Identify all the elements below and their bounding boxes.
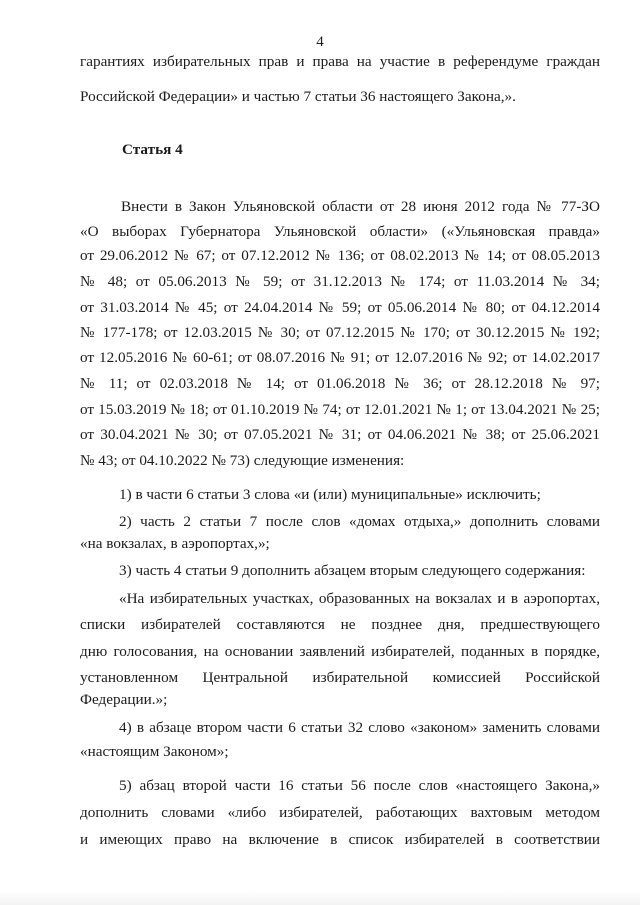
text-line: № 11; от 02.03.2018 № 14; от 01.06.2018 № 36; от 28.12.2018 № 97; <box>80 375 600 392</box>
text-line: от 31.03.2014 № 45; от 24.04.2014 № 59; от 05.06.2014 № 80; от 04.12.2014 <box>80 299 600 316</box>
text-line: от 15.03.2019 № 18; от 01.10.2019 № 74; от 12.01.2021 № 1; от 13.04.2021 № 25; <box>80 401 600 418</box>
page-number: 4 <box>316 34 324 50</box>
text-line: № 48; от 05.06.2013 № 59; от 31.12.2013 № 174; от 11.03.2014 № 34; <box>80 273 600 290</box>
text-line: № 177-178; от 12.03.2015 № 30; от 07.12.2015 № 170; от 30.12.2015 № 192; <box>80 324 600 341</box>
quote-line: «На избирательных участках, образованных на вокзалах и в аэропортах, <box>119 590 600 607</box>
list-item-3: 3) часть 4 статьи 9 дополнить абзацем вторым следующего содержания: <box>119 562 586 579</box>
text-line: Российской Федерации» и частью 7 статьи 36 настоящего Закона,». <box>80 88 516 105</box>
text-line: «О выборах Губернатора Ульяновской области» («Ульяновская правда» <box>80 223 600 240</box>
list-item-1: 1) в части 6 статьи 3 слова «и (или) муниципальные» исключить; <box>119 486 541 503</box>
quote-line: списки избирателей составляются не позднее дня, предшествующего <box>80 616 600 633</box>
text-line: «на вокзалах, в аэропортах,»; <box>80 535 270 552</box>
article-heading: Статья 4 <box>122 141 183 158</box>
text-line: от 29.06.2012 № 67; от 07.12.2012 № 136; от 08.02.2013 № 14; от 08.05.2013 <box>80 247 600 264</box>
text-line: от 12.05.2016 № 60-61; от 08.07.2016 № 91; от 12.07.2016 № 92; от 14.02.2017 <box>80 349 600 366</box>
text-line: Внести в Закон Ульяновской области от 28 июня 2012 года № 77-ЗО <box>121 198 600 215</box>
quote-line: Федерации.»; <box>80 691 168 708</box>
text-line: дополнить словами «либо избирателей, работающих вахтовым методом <box>80 804 600 821</box>
quote-line: установленном Центральной избирательной комиссией Российской <box>80 669 600 686</box>
list-item-2: 2) часть 2 статьи 7 после слов «домах отдыха,» дополнить словами <box>119 513 600 530</box>
list-item-4: 4) в абзаце втором части 6 статьи 32 слово «законом» заменить словами <box>119 719 600 736</box>
text-line: № 43; от 04.10.2022 № 73) следующие изменения: <box>80 452 405 469</box>
text-line: «настоящим Законом»; <box>80 743 229 760</box>
text-line: от 30.04.2021 № 30; от 07.05.2021 № 31; от 04.06.2021 № 38; от 25.06.2021 <box>80 426 600 443</box>
text-line: и имеющих право на включение в список избирателей в соответствии <box>80 831 600 848</box>
quote-line: дню голосования, на основании заявлений избирателей, поданных в порядке, <box>80 643 600 660</box>
list-item-5: 5) абзац второй части 16 статьи 56 после слов «настоящего Закона,» <box>119 777 600 794</box>
text-line: гарантиях избирательных прав и права на участие в референдуме граждан <box>80 53 600 70</box>
scan-bottom-edge <box>0 890 640 905</box>
